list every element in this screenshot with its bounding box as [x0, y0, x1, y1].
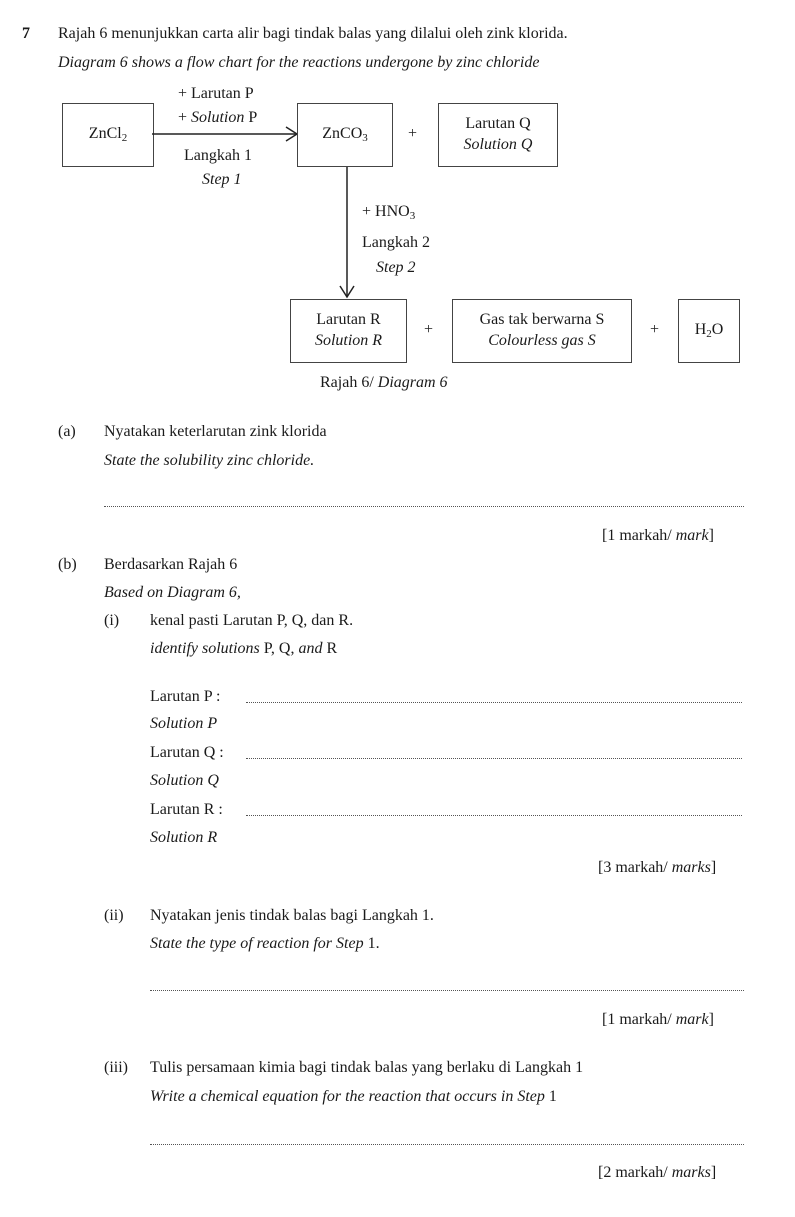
solution-r-label-ms: Larutan R : [150, 801, 223, 818]
part-b-ii-label: (ii) [104, 907, 124, 924]
ii-q-en: State the type of reaction for Step [150, 935, 364, 952]
solution-p-answer-line[interactable] [246, 702, 742, 703]
h2o-sub: 2 [706, 328, 712, 341]
part-b-ii-answer-line[interactable] [150, 990, 744, 991]
box-q-ms: Larutan Q [465, 115, 531, 133]
question-intro-ms: Rajah 6 menunjukkan carta alir bagi tindak balas yang dilalui oleh zink klorida. [58, 25, 568, 42]
box-solution-q [438, 103, 558, 167]
solution-p-label-en: Solution P [150, 715, 218, 732]
i-q-en-3: and [298, 640, 323, 657]
arrow2-reagent [362, 202, 415, 223]
part-b-i-marks [598, 858, 716, 877]
box-s-ms: Gas tak berwarna S [479, 311, 605, 329]
iii-marks-end: ] [710, 1164, 717, 1181]
box-r-en: Solution R [314, 332, 383, 349]
box-s-en: Colourless gas S [488, 332, 596, 349]
part-b-intro-en: Based on Diagram 6, [104, 584, 241, 601]
question-number: 7 [22, 25, 30, 42]
solution-q-label-ms: Larutan Q : [150, 744, 224, 761]
arrow1-label-bottom-en: Step 1 [202, 171, 242, 188]
diagram-caption [320, 373, 448, 392]
caption-ms: Rajah 6/ [320, 374, 374, 391]
part-a-question-ms: Nyatakan keterlarutan zink klorida [104, 423, 327, 440]
part-b-i-question-ms: kenal pasti Larutan P, Q, dan R. [150, 612, 354, 629]
arrow1-label-top-en: + Solution P [178, 109, 258, 126]
ii-marks-end: ] [708, 1011, 714, 1028]
zncl2-sub: 2 [121, 132, 128, 145]
box-q-en: Solution Q [463, 136, 533, 153]
box-h2o [678, 299, 740, 363]
hno3-text: + HNO [362, 203, 410, 220]
box-r-ms: Larutan R [316, 311, 381, 329]
plus-sign-1: + [408, 125, 418, 142]
i-marks-ms: [3 markah/ [598, 859, 668, 876]
part-b-iii-answer-line[interactable] [150, 1144, 744, 1145]
iii-q-en: Write a chemical equation for the reaction that occurs in Step [150, 1088, 545, 1105]
part-b-ii-marks [602, 1010, 714, 1029]
caption-en: Diagram 6 [377, 374, 448, 391]
box-znco3 [297, 103, 393, 167]
part-a-marks-end: ] [708, 527, 714, 544]
ii-marks-en: mark [675, 1011, 709, 1028]
znco3-text: ZnCO [322, 125, 363, 143]
hno3-sub: 3 [409, 210, 416, 222]
i-q-en-1: identify solutions [150, 640, 260, 657]
arrow2-label-en: Step 2 [376, 259, 416, 276]
i-marks-end: ] [710, 859, 717, 876]
box-solution-r [290, 299, 407, 363]
solution-r-answer-line[interactable] [246, 815, 742, 816]
part-b-ii-question-en [150, 934, 380, 953]
part-a-marks-ms: [1 markah/ [602, 527, 672, 544]
solution-p-label-ms: Larutan P : [150, 688, 221, 705]
h2o-o: O [711, 321, 724, 339]
box-gas-s [452, 299, 632, 363]
ii-q-en-num: 1. [363, 935, 380, 952]
part-b-intro-ms: Berdasarkan Rajah 6 [104, 556, 238, 573]
solution-r-label-en: Solution R [150, 829, 218, 846]
part-a-question-en: State the solubility zinc chloride. [104, 452, 315, 469]
plus-sign-3: + [650, 321, 660, 338]
iii-q-en-num: 1 [544, 1088, 557, 1105]
part-a-marks [602, 526, 714, 545]
part-a-answer-line[interactable] [104, 506, 744, 507]
solution-q-answer-line[interactable] [246, 758, 742, 759]
part-b-i-question-en [150, 639, 337, 658]
iii-marks-en: marks [671, 1164, 711, 1181]
solution-q-label-en: Solution Q [150, 772, 219, 789]
plus-sign-2: + [424, 321, 434, 338]
part-b-iii-marks [598, 1163, 716, 1182]
arrow1-label-bottom-ms: Langkah 1 [184, 147, 252, 164]
arrow2-label-ms: Langkah 2 [362, 234, 430, 251]
part-a-marks-en: mark [675, 527, 709, 544]
arrow1-label-top-ms: + Larutan P [178, 85, 254, 102]
part-b-label: (b) [58, 556, 77, 573]
i-q-en-4: R [322, 640, 338, 657]
part-b-iii-question-ms: Tulis persamaan kimia bagi tindak balas yang berlaku di Langkah 1 [150, 1059, 584, 1076]
question-intro-en: Diagram 6 shows a flow chart for the reactions undergone by zinc chloride [58, 54, 540, 71]
part-b-iii-label: (iii) [104, 1059, 128, 1076]
part-a-label: (a) [58, 423, 76, 440]
iii-marks-ms: [2 markah/ [598, 1164, 668, 1181]
part-b-i-label: (i) [104, 612, 120, 629]
i-marks-en: marks [671, 859, 711, 876]
zncl2-text: ZnCl [88, 125, 122, 143]
part-b-ii-question-ms: Nyatakan jenis tindak balas bagi Langkah 1. [150, 907, 434, 924]
znco3-sub: 3 [362, 132, 368, 145]
ii-marks-ms: [1 markah/ [602, 1011, 672, 1028]
h2o-h: H [694, 321, 707, 339]
i-q-en-2: P, Q, [259, 640, 299, 657]
part-b-iii-question-en [150, 1087, 557, 1106]
